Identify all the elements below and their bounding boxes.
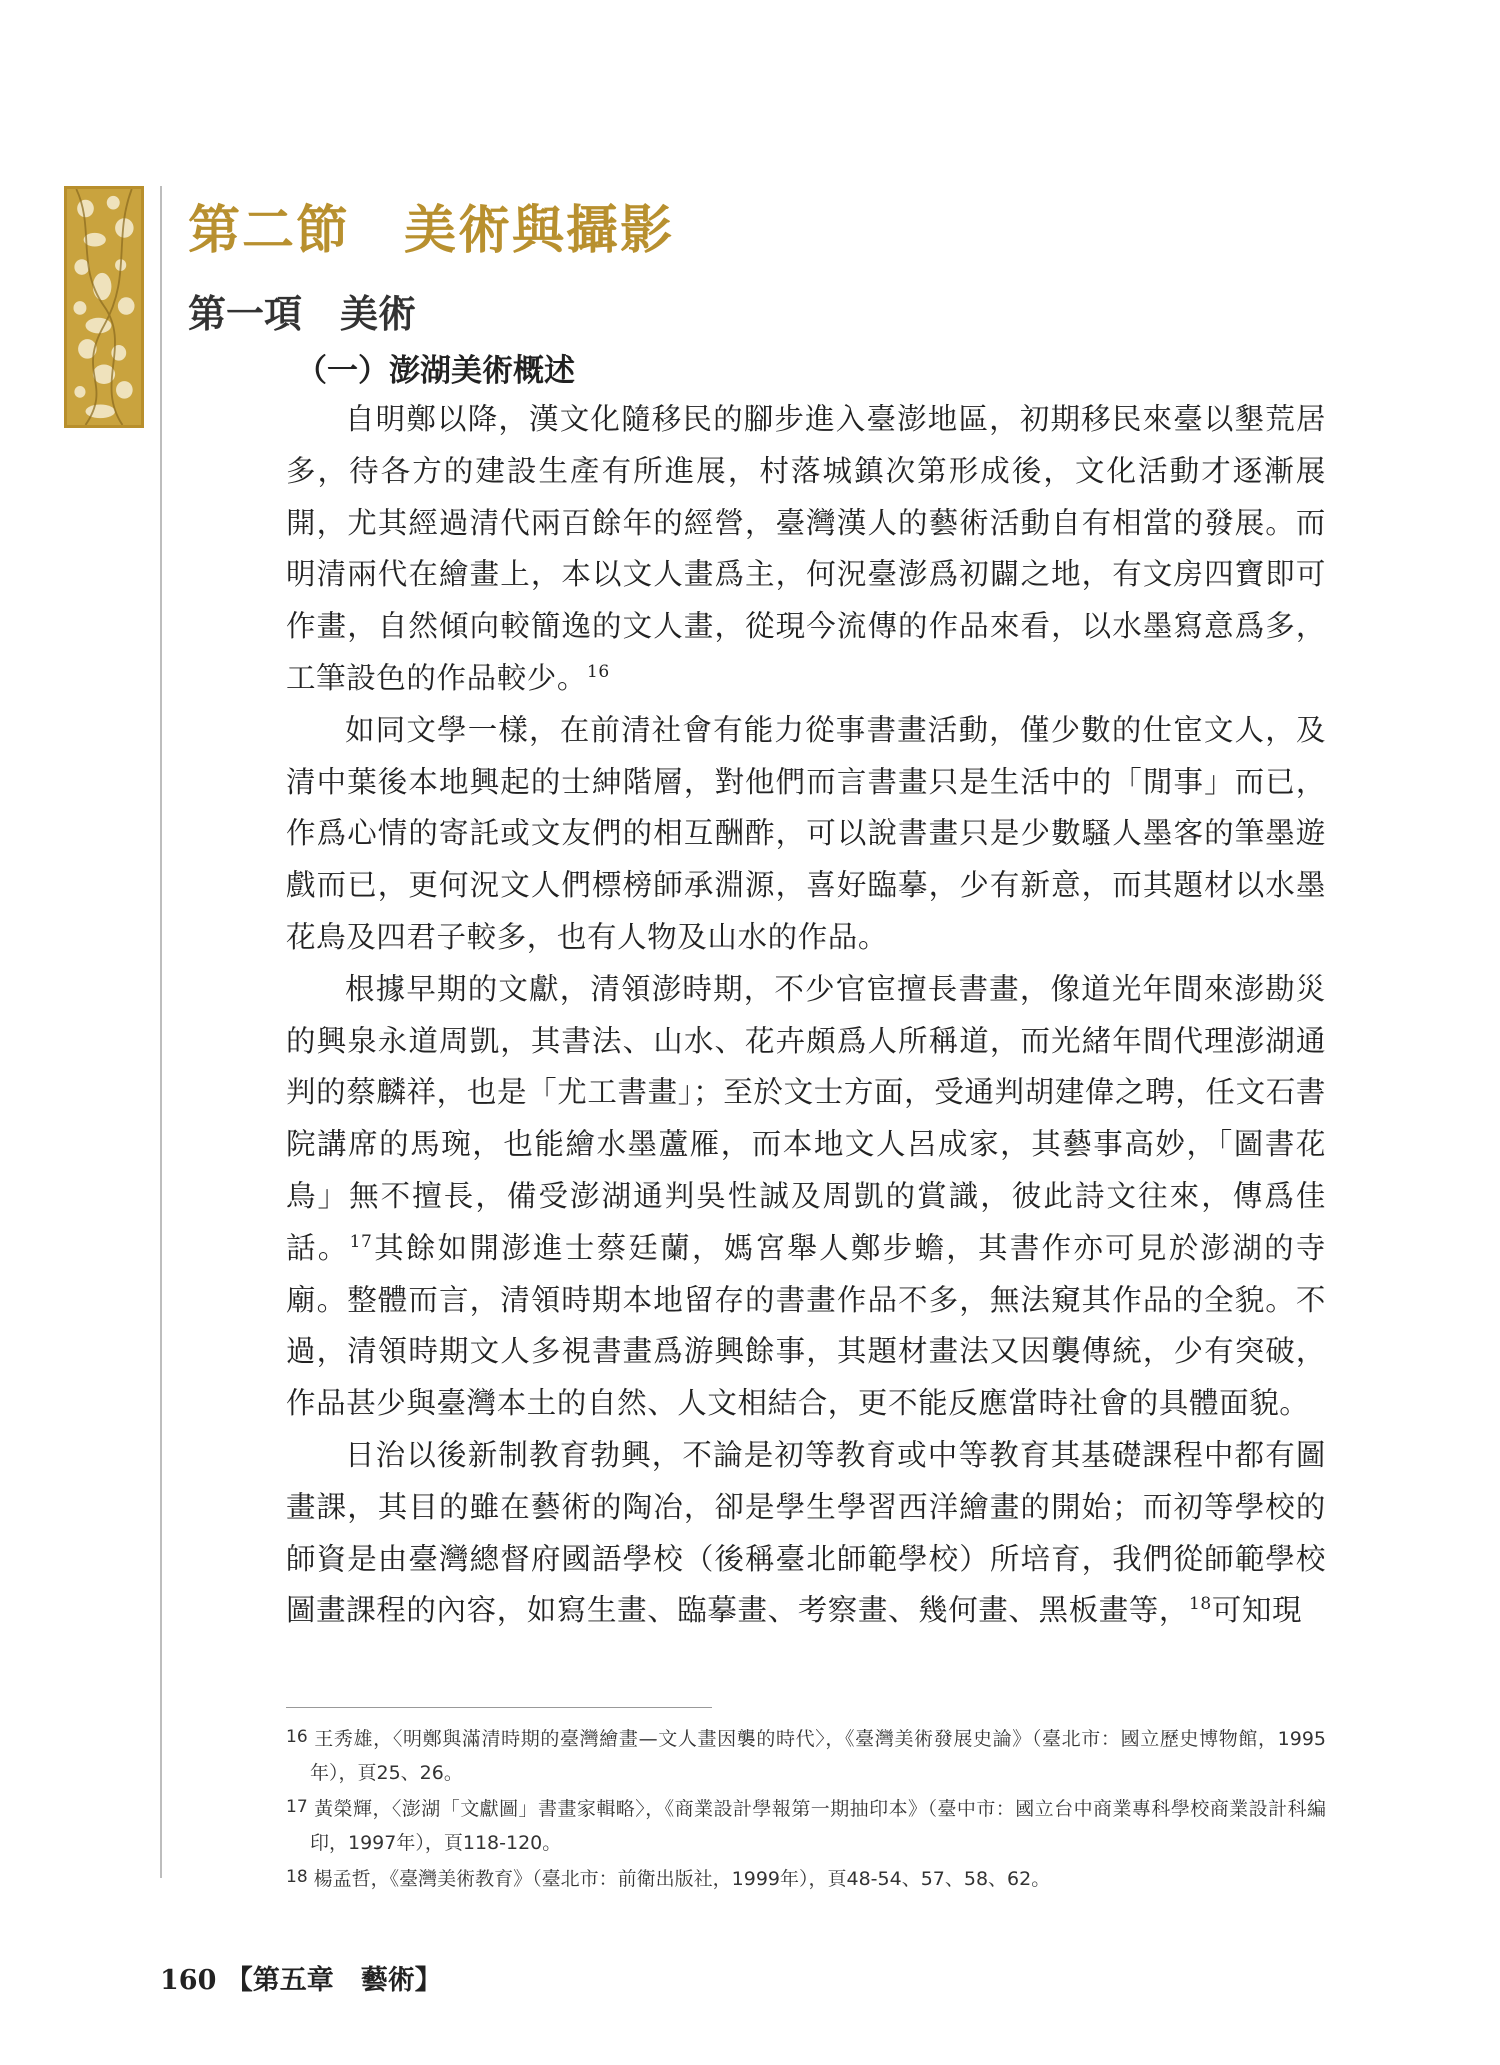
page-folio: 160 【第五章 藝術】	[160, 1965, 442, 1996]
sub-title: （一）澎湖美術概述	[296, 353, 575, 389]
section-title: 第二節 美術與攝影	[188, 200, 675, 261]
footnote: 18 楊孟哲，《臺灣美術教育》（臺北市：前衛出版社，1999年），頁48-54、57、58、62。	[286, 1867, 1051, 1890]
footnote-rule	[286, 1707, 712, 1708]
body-text	[286, 394, 1326, 1637]
item-title: 第一項 美術	[188, 292, 417, 336]
floral-ornament-icon	[64, 186, 144, 428]
paragraph: 如同文學一樣，在前清社會有能力從事書畫活動，僅少數的仕宦文人，及清中葉後本地興起的士紳階層，對他們而言書畫只是生活中的「閒事」而已，作爲心情的寄託或文友們的相互酬酢，可以說書畫只是少數騷人墨客的筆墨遊戲而已，更何況文人們標榜師承淵源，喜好臨摹，少有新意，而其題材以水墨花鳥及四君子較多，也有人物及山水的作品。	[286, 712, 1326, 954]
footnotes	[286, 1720, 1326, 1896]
footnote: 16 王秀雄，〈明鄭與滿清時期的臺灣繪畫—文人畫因襲的時代〉，《臺灣美術發展史論》（臺北市：國立歷史博物館，1995年），頁25、26。	[286, 1727, 1326, 1784]
footnote-ref: 18	[1189, 1594, 1212, 1615]
margin-rule	[160, 186, 162, 1878]
paragraph: 根據早期的文獻，清領澎時期，不少官宦擅長書畫，像道光年間來澎勘災的興泉永道周凱，其書法、山水、花卉頗爲人所稱道，而光緒年間代理澎湖通判的蔡麟祥，也是「尤工書畫」；至於文士方面，受通判胡建偉之聘，任文石書院講席的馬琬，也能繪水墨蘆雁，而本地文人呂成家，其藝事高妙，「圖書花鳥」無不擅長，備受澎湖通判吳性誠及周凱的賞識，彼此詩文往來，傳爲佳話。$^{17}$其餘如開澎進士蔡廷蘭，媽宮舉人鄭步蟾，其書作亦可見於澎湖的寺廟。整體而言，清領時期本地留存的書畫作品不多，無法窺其作品的全貌。不過，清領時期文人多視書畫爲游興餘事，其題材畫法又因襲傳統，少有突破，作品甚少與臺灣本土的自然、人文相結合，更不能反應當時社會的具體面貌。	[286, 971, 1326, 1421]
paragraph: 日治以後新制教育勃興，不論是初等教育或中等教育其基礎課程中都有圖畫課，其目的雖在藝術的陶冶，卻是學生學習西洋繪畫的開始；而初等學校的師資是由臺灣總督府國語學校（後稱臺北師範學校）所培育，我們從師範學校圖畫課程的內容，如寫生畫、臨摹畫、考察畫、幾何畫、黑板畫等，$^{18}$可知現	[286, 1437, 1326, 1628]
paragraph: 自明鄭以降，漢文化隨移民的腳步進入臺澎地區，初期移民來臺以墾荒居多，待各方的建設生產有所進展，村落城鎮次第形成後，文化活動才逐漸展開，尤其經過清代兩百餘年的經營，臺灣漢人的藝術活動自有相當的發展。而明清兩代在繪畫上，本以文人畫爲主，何況臺澎爲初闢之地，有文房四寶即可作畫，自然傾向較簡逸的文人畫，從現今流傳的作品來看，以水墨寫意爲多，工筆設色的作品較少。$^{16}$	[286, 402, 1326, 695]
footnote: 17 黃榮輝，〈澎湖「文獻圖」書畫家輯略〉，《商業設計學報第一期抽印本》（臺中市：國立台中商業專科學校商業設計科編印，1997年），頁118-120。	[286, 1797, 1326, 1854]
footnote-ref: 17	[349, 1231, 373, 1252]
footnote-ref: 16	[587, 662, 610, 683]
